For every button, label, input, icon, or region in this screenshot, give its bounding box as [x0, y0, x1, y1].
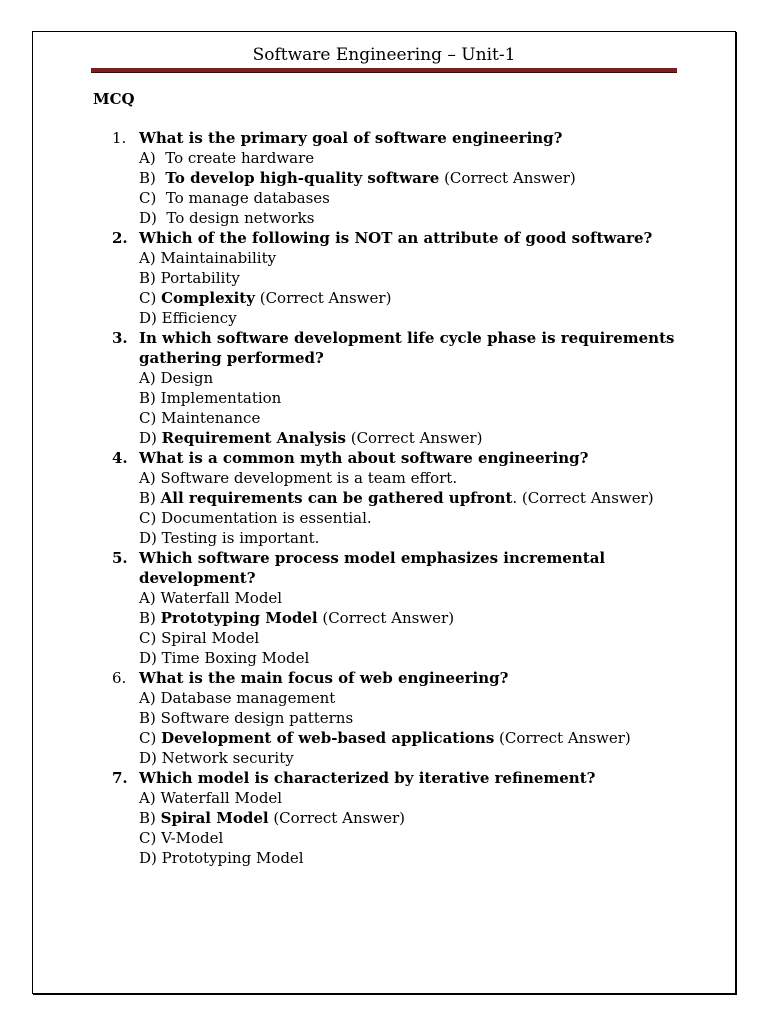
question-item: [112, 328, 682, 448]
answer-option: [139, 688, 682, 708]
option-letter: C): [139, 289, 162, 307]
section-label: MCQ: [93, 90, 135, 108]
option-letter: B): [139, 489, 161, 507]
answer-option: [139, 368, 682, 388]
correct-option-text: To develop high-quality software: [165, 169, 440, 187]
answer-option: [139, 628, 682, 648]
answer-option: [139, 388, 682, 408]
answer-option: [139, 648, 682, 668]
answer-option: [139, 748, 682, 768]
option-text: Design: [160, 369, 214, 387]
option-letter: A): [139, 369, 161, 387]
option-letter: A): [139, 469, 161, 487]
correct-answer-marker: (Correct Answer): [254, 289, 392, 307]
page-title: Software Engineering – Unit-1: [252, 45, 516, 65]
option-text: Testing is important.: [161, 529, 320, 547]
option-text: Waterfall Model: [160, 589, 283, 607]
option-text: Documentation is essential.: [161, 509, 372, 527]
correct-answer-marker: (Correct Answer): [345, 429, 483, 447]
correct-option-text: Complexity: [161, 289, 255, 307]
option-letter: C): [139, 729, 162, 747]
question-text: What is the main focus of web engineering?: [139, 669, 509, 687]
question-text: Which software process model emphasizes incremental development?: [139, 549, 606, 587]
correct-answer-marker: (Correct Answer): [317, 609, 455, 627]
answer-option: [139, 848, 682, 868]
answer-option: [139, 408, 682, 428]
option-text: Time Boxing Model: [161, 649, 310, 667]
option-text: Spiral Model: [161, 629, 260, 647]
answer-option: [139, 728, 682, 748]
correct-answer-marker: . (Correct Answer): [512, 489, 654, 507]
question-item: [112, 448, 682, 548]
question-number: 2.: [112, 229, 128, 247]
option-text: Software design patterns: [160, 709, 354, 727]
option-letter: D): [139, 429, 162, 447]
correct-answer-marker: (Correct Answer): [494, 729, 631, 747]
question-text: Which model is characterized by iterative refinement?: [139, 769, 596, 787]
correct-answer-marker: (Correct Answer): [439, 169, 576, 187]
option-text: To create hardware: [165, 149, 315, 167]
answer-option: [139, 608, 682, 628]
option-letter: C): [139, 829, 162, 847]
question-text: Which of the following is NOT an attribute of good software?: [139, 229, 653, 247]
question-number: 4.: [112, 449, 128, 467]
correct-option-text: Prototyping Model: [160, 609, 318, 627]
answer-option: [139, 808, 682, 828]
option-letter: A): [139, 149, 166, 167]
option-text: Waterfall Model: [160, 789, 283, 807]
option-letter: B): [139, 269, 161, 287]
answer-option: [139, 288, 682, 308]
answer-option: [139, 468, 682, 488]
answer-option: [139, 168, 682, 188]
option-text: Prototyping Model: [161, 849, 304, 867]
answer-option: [139, 308, 682, 328]
option-letter: B): [139, 609, 161, 627]
answer-option: [139, 188, 682, 208]
answer-option: [139, 528, 682, 548]
header-rule: [91, 68, 677, 73]
answer-option: [139, 708, 682, 728]
answer-option: [139, 588, 682, 608]
option-letter: A): [139, 249, 161, 267]
option-letter: C): [139, 509, 162, 527]
question-list: [112, 128, 682, 868]
option-letter: B): [139, 169, 166, 187]
answer-option: [139, 148, 682, 168]
answer-option: [139, 428, 682, 448]
option-letter: D): [139, 749, 162, 767]
question-number: 6.: [112, 669, 127, 687]
option-text: Maintenance: [161, 409, 261, 427]
correct-option-text: Requirement Analysis: [161, 429, 346, 447]
option-letter: A): [139, 789, 161, 807]
option-text: Portability: [160, 269, 240, 287]
option-letter: B): [139, 389, 161, 407]
option-letter: D): [139, 209, 167, 227]
question-number: 3.: [112, 329, 128, 347]
question-item: [112, 128, 682, 228]
option-letter: D): [139, 649, 162, 667]
question-number: 7.: [112, 769, 128, 787]
option-text: To design networks: [166, 209, 315, 227]
question-item: [112, 548, 682, 668]
option-letter: C): [139, 189, 166, 207]
question-number: 5.: [112, 549, 128, 567]
option-text: Database management: [160, 689, 336, 707]
option-text: Network security: [161, 749, 294, 767]
question-item: [112, 768, 682, 868]
question-text: In which software development life cycle phase is requirements gathering performed?: [139, 329, 675, 367]
answer-option: [139, 248, 682, 268]
correct-option-text: Spiral Model: [160, 809, 269, 827]
question-text: What is the primary goal of software engineering?: [139, 129, 563, 147]
option-text: V-Model: [161, 829, 224, 847]
option-letter: D): [139, 529, 162, 547]
option-text: Maintainability: [160, 249, 277, 267]
option-letter: B): [139, 709, 161, 727]
option-text: To manage databases: [165, 189, 330, 207]
option-letter: C): [139, 629, 162, 647]
question-text: What is a common myth about software engineering?: [139, 449, 589, 467]
option-letter: B): [139, 809, 161, 827]
question-item: [112, 228, 682, 328]
option-text: Software development is a team effort.: [160, 469, 458, 487]
correct-option-text: Development of web-based applications: [161, 729, 495, 747]
option-text: Implementation: [160, 389, 282, 407]
option-letter: C): [139, 409, 162, 427]
question-item: [112, 668, 682, 768]
answer-option: [139, 488, 682, 508]
correct-option-text: All requirements can be gathered upfront: [160, 489, 513, 507]
question-number: 1.: [112, 129, 127, 147]
answer-option: [139, 268, 682, 288]
answer-option: [139, 828, 682, 848]
option-text: Efficiency: [161, 309, 237, 327]
answer-option: [139, 508, 682, 528]
option-letter: D): [139, 309, 162, 327]
correct-answer-marker: (Correct Answer): [268, 809, 406, 827]
option-letter: A): [139, 689, 161, 707]
answer-option: [139, 208, 682, 228]
answer-option: [139, 788, 682, 808]
option-letter: A): [139, 589, 161, 607]
option-letter: D): [139, 849, 162, 867]
